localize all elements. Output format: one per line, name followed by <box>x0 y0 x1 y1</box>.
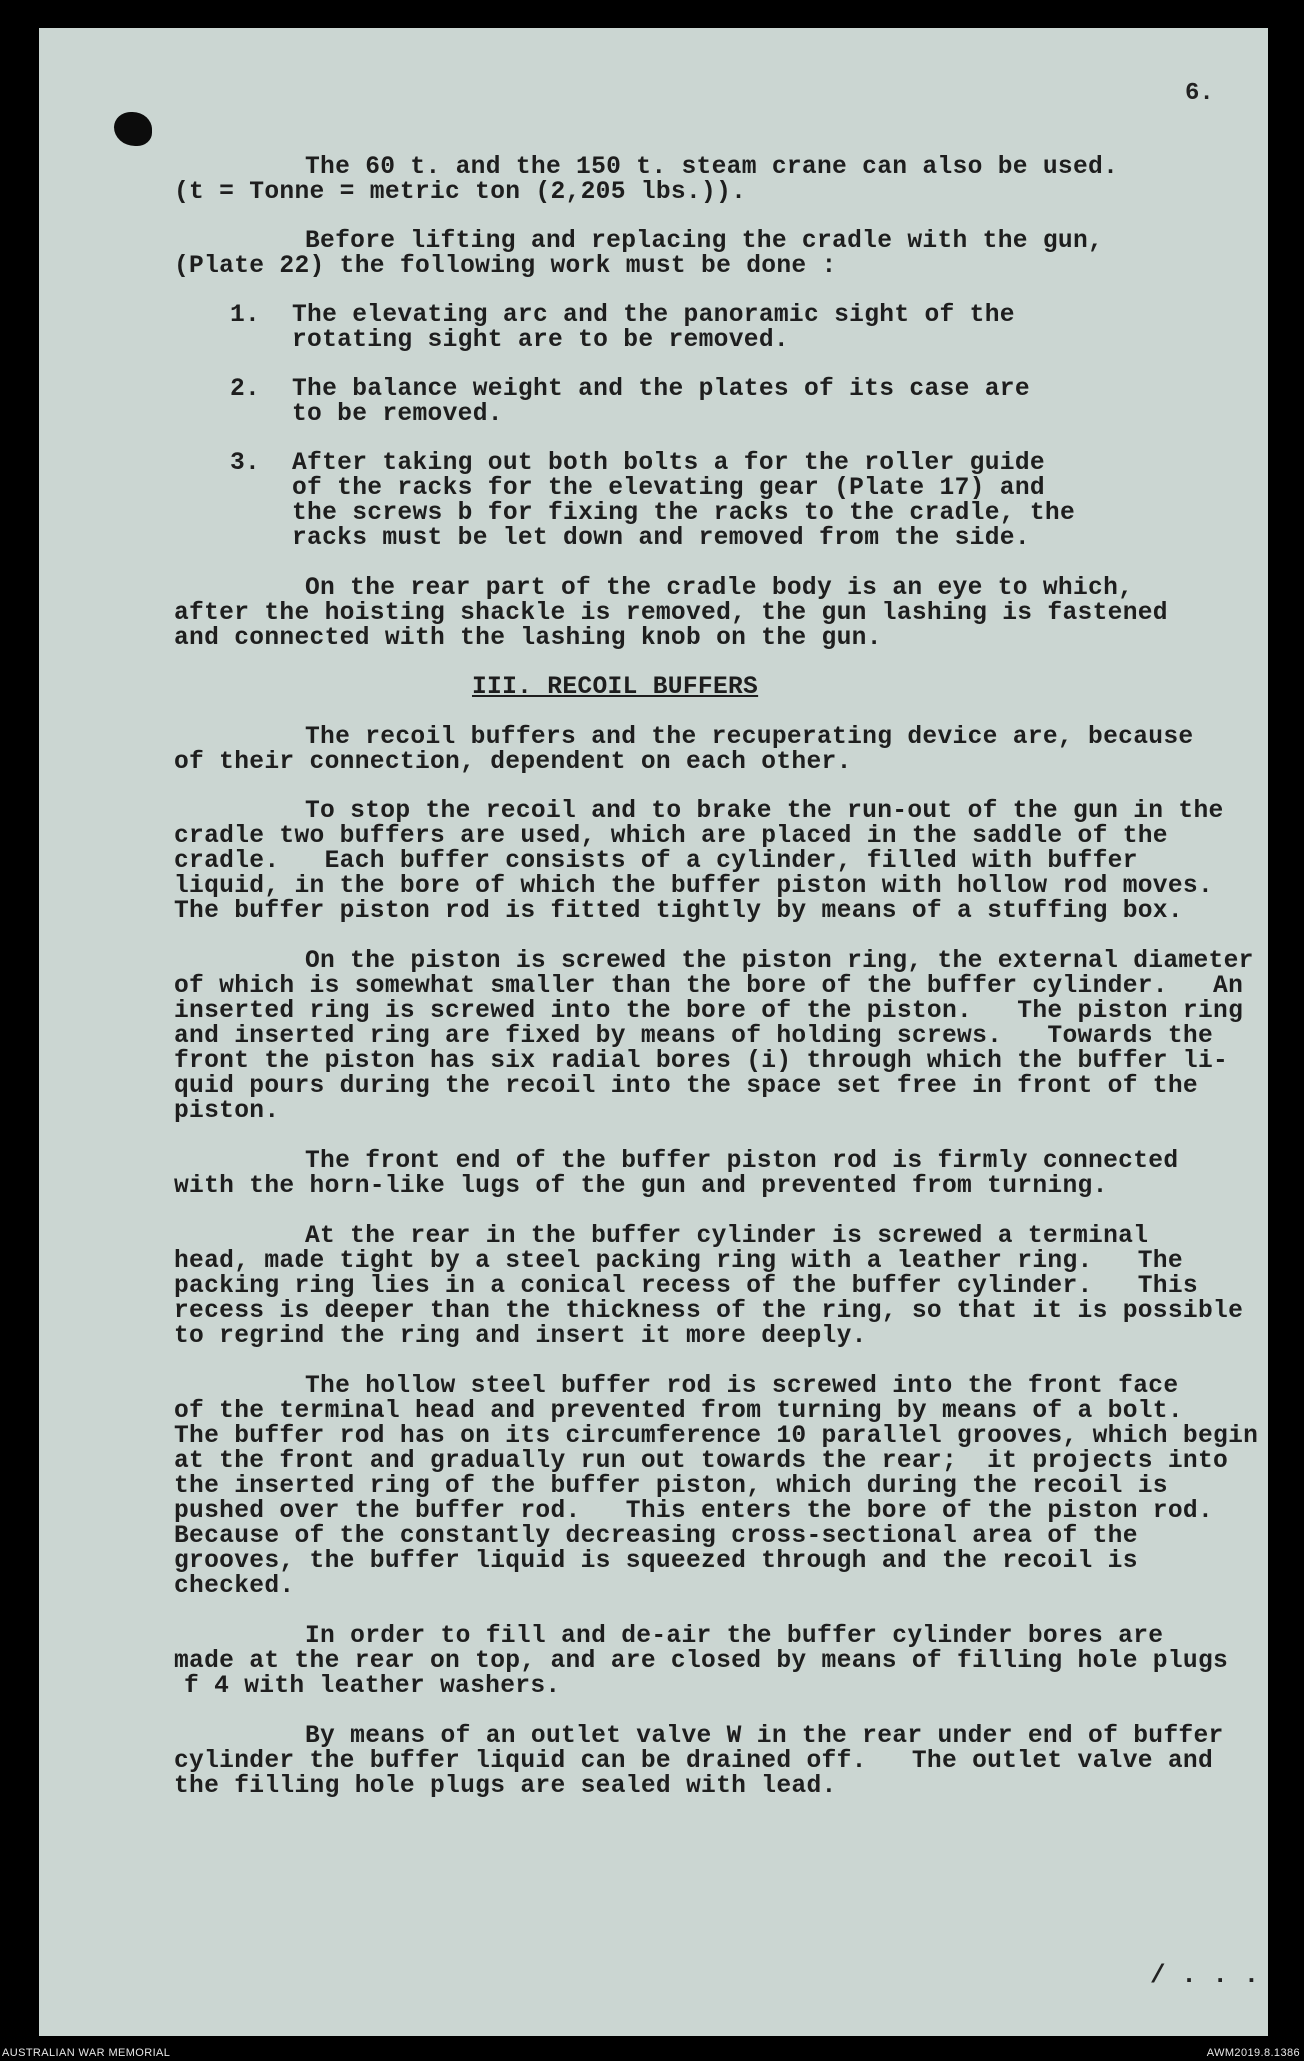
text-line: front the piston has six radial bores (i) through which the buffer li- <box>174 1048 1229 1075</box>
footer-institution: AUSTRALIAN WAR MEMORIAL <box>2 2047 171 2059</box>
text-line: Because of the constantly decreasing cross-sectional area of the <box>174 1523 1138 1550</box>
text-line: By means of an outlet valve W in the rear under end of buffer <box>305 1723 1224 1750</box>
text-line: to regrind the ring and insert it more deeply. <box>174 1323 867 1350</box>
text-line: At the rear in the buffer cylinder is screwed a terminal <box>305 1223 1149 1250</box>
text-line: and inserted ring are fixed by means of holding screws. Towards the <box>174 1023 1214 1050</box>
text-line: (Plate 22) the following work must be done : <box>174 253 837 280</box>
text-line: the inserted ring of the buffer piston, which during the recoil is <box>174 1473 1168 1500</box>
text-line: racks must be let down and removed from the side. <box>292 525 1030 552</box>
text-line: the filling hole plugs are sealed with lead. <box>174 1773 837 1800</box>
text-line: cylinder the buffer liquid can be drained off. The outlet valve and <box>174 1748 1214 1775</box>
text-line: The front end of the buffer piston rod is firmly connected <box>305 1148 1179 1175</box>
text-line: cradle two buffers are used, which are placed in the saddle of the <box>174 823 1168 850</box>
list-number: 2. <box>230 376 261 403</box>
text-line: The buffer piston rod is fitted tightly by means of a stuffing box. <box>174 898 1183 925</box>
text-line: quid pours during the recoil into the space set free in front of the <box>174 1073 1198 1100</box>
footer-accession-number: AWM2019.8.1386 <box>1206 2047 1300 2059</box>
text-line: pushed over the buffer rod. This enters the bore of the piston rod. <box>174 1498 1214 1525</box>
text-line: recess is deeper than the thickness of the ring, so that it is possible <box>174 1298 1244 1325</box>
text-line: the screws b for fixing the racks to the cradle, the <box>292 500 1076 527</box>
text-line: After taking out both bolts a for the roller guide <box>292 450 1045 477</box>
text-line: grooves, the buffer liquid is squeezed through and the recoil is <box>174 1548 1138 1575</box>
text-line: The buffer rod has on its circumference 10 parallel grooves, which begin <box>174 1423 1259 1450</box>
text-line: with the horn-like lugs of the gun and prevented from turning. <box>174 1173 1108 1200</box>
text-line: of which is somewhat smaller than the bore of the buffer cylinder. An <box>174 973 1244 1000</box>
text-line: of the terminal head and prevented from turning by means of a bolt. <box>174 1398 1183 1425</box>
text-line: On the piston is screwed the piston ring, the external diameter <box>305 948 1254 975</box>
text-line: and connected with the lashing knob on the gun. <box>174 625 882 652</box>
text-line: The 60 t. and the 150 t. steam crane can also be used. <box>305 154 1119 181</box>
list-number: 1. <box>230 302 261 329</box>
text-line: inserted ring is screwed into the bore of the piston. The piston ring <box>174 998 1244 1025</box>
text-line: packing ring lies in a conical recess of the buffer cylinder. This <box>174 1273 1198 1300</box>
text-line: The hollow steel buffer rod is screwed into the front face <box>305 1373 1179 1400</box>
text-line: to be removed. <box>292 401 503 428</box>
text-line: (t = Tonne = metric ton (2,205 lbs.)). <box>174 179 747 206</box>
page-number: 6. <box>1185 80 1214 107</box>
text-line: On the rear part of the cradle body is an eye to which, <box>305 575 1134 602</box>
text-line: liquid, in the bore of which the buffer piston with hollow rod moves. <box>174 873 1214 900</box>
text-line: The elevating arc and the panoramic sight of the <box>292 302 1015 329</box>
list-number: 3. <box>230 450 261 477</box>
punch-hole <box>114 112 152 146</box>
text-line: In order to fill and de-air the buffer cylinder bores are <box>305 1623 1164 1650</box>
text-line: after the hoisting shackle is removed, the gun lashing is fastened <box>174 600 1168 627</box>
text-line: piston. <box>174 1098 280 1125</box>
text-line: cradle. Each buffer consists of a cylinder, filled with buffer <box>174 848 1138 875</box>
text-line: Before lifting and replacing the cradle with the gun, <box>305 228 1104 255</box>
text-line: made at the rear on top, and are closed by means of filling hole plugs <box>174 1648 1229 1675</box>
text-line: To stop the recoil and to brake the run-out of the gun in the <box>305 798 1224 825</box>
text-line: The recoil buffers and the recuperating device are, because <box>305 724 1194 751</box>
text-line: head, made tight by a steel packing ring with a leather ring. The <box>174 1248 1183 1275</box>
section-heading: III. RECOIL BUFFERS <box>472 674 759 701</box>
text-line: checked. <box>174 1573 295 1600</box>
text-line: The balance weight and the plates of its case are <box>292 376 1030 403</box>
continuation-mark: / . . . <box>1150 1960 1260 1990</box>
text-line: f 4 with leather washers. <box>184 1673 561 1700</box>
text-line: at the front and gradually run out towards the rear; it projects into <box>174 1448 1229 1475</box>
text-line: rotating sight are to be removed. <box>292 327 789 354</box>
text-line: of their connection, dependent on each other. <box>174 749 852 776</box>
text-line: of the racks for the elevating gear (Plate 17) and <box>292 475 1045 502</box>
